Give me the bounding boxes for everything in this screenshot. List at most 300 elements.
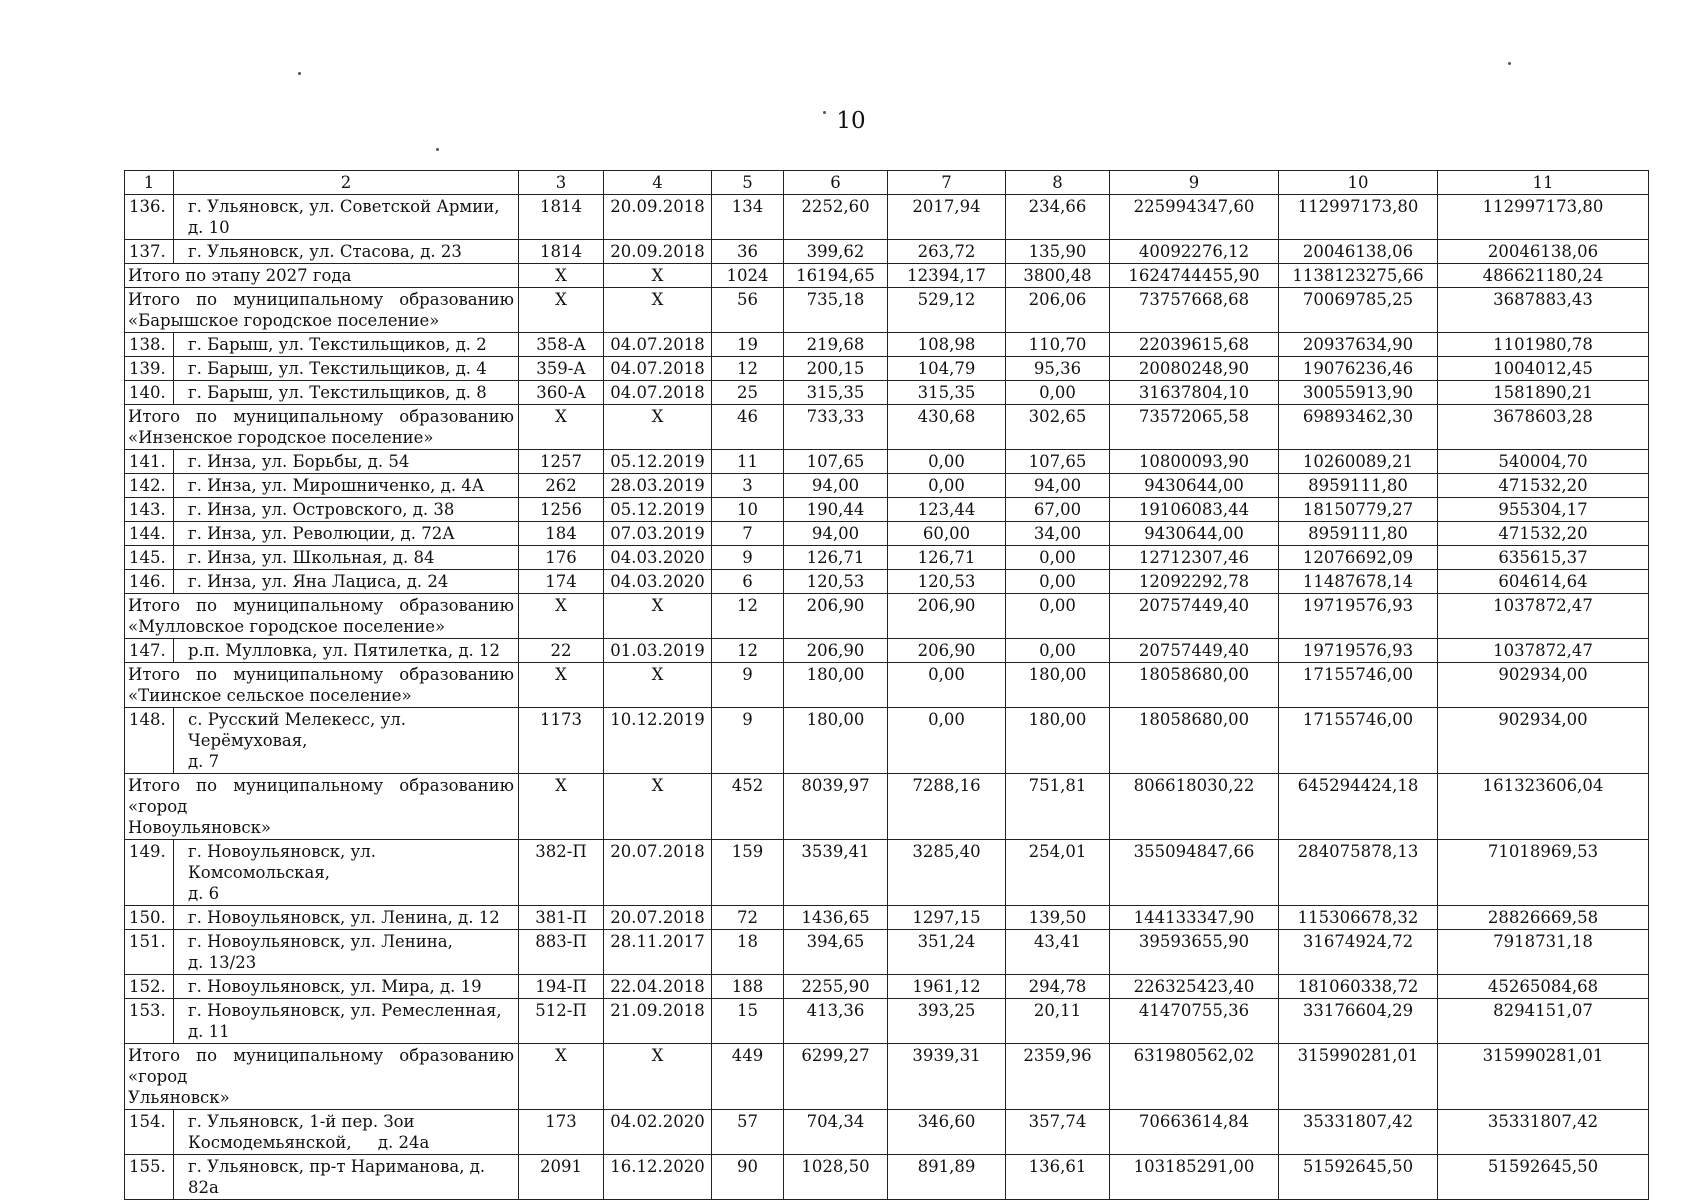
registry-number-cell: X [519, 663, 604, 708]
cost-fund-cell: 31674924,72 [1279, 930, 1438, 975]
cost-fund-cell: 112997173,80 [1279, 195, 1438, 240]
cost-fund-cell: 19719576,93 [1279, 594, 1438, 639]
cost-total-cell: 41470755,36 [1110, 999, 1279, 1044]
registry-number-cell: 1256 [519, 498, 604, 522]
cost-local-cell: 1037872,47 [1438, 639, 1649, 663]
area-private-cell: 107,65 [1006, 450, 1110, 474]
count-cell: 57 [712, 1110, 784, 1155]
address-line: г. Новоульяновск, ул. Комсомольская, [188, 842, 376, 882]
column-header-9: 9 [1110, 171, 1279, 195]
column-header-11: 11 [1438, 171, 1649, 195]
address-line: г. Инза, ул. Островского, д. 38 [188, 500, 455, 519]
address-line: г. Новоульяновск, ул. Ленина, [188, 932, 453, 951]
area-municipal-cell: 104,79 [888, 357, 1006, 381]
cost-local-cell: 471532,20 [1438, 474, 1649, 498]
address-line: г. Новоульяновск, ул. Ремесленная, [188, 1001, 502, 1020]
row-number-cell: 143. [125, 498, 174, 522]
cost-total-cell: 9430644,00 [1110, 474, 1279, 498]
subtotal-label-cell [125, 1044, 519, 1110]
column-header-10: 10 [1279, 171, 1438, 195]
area-private-cell: 95,36 [1006, 357, 1110, 381]
address-cell [174, 522, 519, 546]
table-row [125, 906, 1649, 930]
registry-number-cell: 1173 [519, 708, 604, 774]
table-row [125, 195, 1649, 240]
area-total-cell: 6299,27 [784, 1044, 888, 1110]
column-header-5: 5 [712, 171, 784, 195]
area-total-cell: 180,00 [784, 708, 888, 774]
area-municipal-cell: 126,71 [888, 546, 1006, 570]
registry-number-cell: 360-А [519, 381, 604, 405]
area-municipal-cell: 120,53 [888, 570, 1006, 594]
row-number-cell: 153. [125, 999, 174, 1044]
cost-total-cell: 631980562,02 [1110, 1044, 1279, 1110]
cost-fund-cell: 19719576,93 [1279, 639, 1438, 663]
cost-fund-cell: 8959111,80 [1279, 522, 1438, 546]
subtotal-row [125, 1044, 1649, 1110]
area-private-cell: 0,00 [1006, 594, 1110, 639]
address-line: г. Инза, ул. Школьная, д. 84 [188, 548, 435, 567]
row-number-cell: 146. [125, 570, 174, 594]
scan-speck [823, 111, 826, 114]
address-cell [174, 240, 519, 264]
registry-number-cell: X [519, 594, 604, 639]
row-number-cell: 139. [125, 357, 174, 381]
area-private-cell: 0,00 [1006, 639, 1110, 663]
registry-number-cell: X [519, 264, 604, 288]
cost-fund-cell: 17155746,00 [1279, 663, 1438, 708]
subtotal-label: Итого по муниципальному образованию [128, 290, 514, 309]
table-row [125, 240, 1649, 264]
subtotal-label-cell [125, 774, 519, 840]
area-municipal-cell: 393,25 [888, 999, 1006, 1044]
area-private-cell: 139,50 [1006, 906, 1110, 930]
table-row [125, 930, 1649, 975]
area-private-cell: 0,00 [1006, 381, 1110, 405]
row-number-cell: 144. [125, 522, 174, 546]
subtotal-row [125, 288, 1649, 333]
area-total-cell: 200,15 [784, 357, 888, 381]
cost-fund-cell: 19076236,46 [1279, 357, 1438, 381]
address-line-2: д. 13/23 [188, 953, 257, 972]
table-body [125, 195, 1649, 1200]
cost-fund-cell: 115306678,32 [1279, 906, 1438, 930]
date-cell: X [604, 405, 712, 450]
registry-number-cell: 358-А [519, 333, 604, 357]
cost-local-cell: 471532,20 [1438, 522, 1649, 546]
area-private-cell: 2359,96 [1006, 1044, 1110, 1110]
column-header-7: 7 [888, 171, 1006, 195]
registry-number-cell: 174 [519, 570, 604, 594]
cost-fund-cell: 35331807,42 [1279, 1110, 1438, 1155]
address-line: г. Инза, ул. Революции, д. 72А [188, 524, 455, 543]
address-cell [174, 450, 519, 474]
table-row [125, 570, 1649, 594]
area-municipal-cell: 206,90 [888, 639, 1006, 663]
cost-total-cell: 73572065,58 [1110, 405, 1279, 450]
cost-total-cell: 40092276,12 [1110, 240, 1279, 264]
area-municipal-cell: 123,44 [888, 498, 1006, 522]
area-total-cell: 1436,65 [784, 906, 888, 930]
cost-total-cell: 20080248,90 [1110, 357, 1279, 381]
count-cell: 19 [712, 333, 784, 357]
subtotal-label: Итого по муниципальному образованию [128, 596, 514, 615]
registry-number-cell: 359-А [519, 357, 604, 381]
cost-fund-cell: 8959111,80 [1279, 474, 1438, 498]
address-line: г. Инза, ул. Борьбы, д. 54 [188, 452, 410, 471]
area-total-cell: 107,65 [784, 450, 888, 474]
address-line-2: д. 11 [188, 1022, 230, 1041]
subtotal-label-2: «Тиинское сельское поселение» [128, 686, 412, 705]
count-cell: 134 [712, 195, 784, 240]
subtotal-label: Итого по муниципальному образованию «город [128, 1046, 514, 1086]
cost-fund-cell: 11487678,14 [1279, 570, 1438, 594]
address-line: с. Русский Мелекесс, ул. Черёмуховая, [188, 710, 406, 750]
cost-local-cell: 28826669,58 [1438, 906, 1649, 930]
date-cell: 21.09.2018 [604, 999, 712, 1044]
area-total-cell: 16194,65 [784, 264, 888, 288]
registry-number-cell: 262 [519, 474, 604, 498]
cost-fund-cell: 20046138,06 [1279, 240, 1438, 264]
date-cell: X [604, 288, 712, 333]
cost-fund-cell: 10260089,21 [1279, 450, 1438, 474]
count-cell: 56 [712, 288, 784, 333]
cost-local-cell: 955304,17 [1438, 498, 1649, 522]
cost-total-cell: 144133347,90 [1110, 906, 1279, 930]
subtotal-label-cell [125, 663, 519, 708]
address-line: г. Новоульяновск, ул. Мира, д. 19 [188, 977, 482, 996]
cost-fund-cell: 18150779,27 [1279, 498, 1438, 522]
table-row [125, 450, 1649, 474]
cost-total-cell: 39593655,90 [1110, 930, 1279, 975]
subtotal-label-2: «Барышское городское поселение» [128, 311, 440, 330]
area-private-cell: 43,41 [1006, 930, 1110, 975]
cost-total-cell: 9430644,00 [1110, 522, 1279, 546]
date-cell: 04.03.2020 [604, 570, 712, 594]
page-number: 10 [836, 108, 866, 134]
column-header-4: 4 [604, 171, 712, 195]
registry-number-cell: 176 [519, 546, 604, 570]
registry-number-cell: 184 [519, 522, 604, 546]
cost-total-cell: 73757668,68 [1110, 288, 1279, 333]
cost-total-cell: 226325423,40 [1110, 975, 1279, 999]
area-private-cell: 0,00 [1006, 546, 1110, 570]
subtotal-label-cell [125, 405, 519, 450]
date-cell: 20.07.2018 [604, 840, 712, 906]
count-cell: 1024 [712, 264, 784, 288]
registry-number-cell: 1814 [519, 195, 604, 240]
address-cell [174, 708, 519, 774]
count-cell: 10 [712, 498, 784, 522]
address-cell [174, 975, 519, 999]
area-private-cell: 206,06 [1006, 288, 1110, 333]
cost-local-cell: 902934,00 [1438, 708, 1649, 774]
date-cell: 28.11.2017 [604, 930, 712, 975]
registry-number-cell: 2091 [519, 1155, 604, 1200]
subtotal-row [125, 663, 1649, 708]
cost-local-cell: 71018969,53 [1438, 840, 1649, 906]
area-private-cell: 20,11 [1006, 999, 1110, 1044]
cost-local-cell: 1101980,78 [1438, 333, 1649, 357]
address-line: г. Ульяновск, ул. Советской Армии, [188, 197, 500, 216]
row-number-cell: 155. [125, 1155, 174, 1200]
address-cell [174, 930, 519, 975]
address-cell [174, 639, 519, 663]
row-number-cell: 145. [125, 546, 174, 570]
registry-number-cell: 382-П [519, 840, 604, 906]
cost-total-cell: 18058680,00 [1110, 708, 1279, 774]
area-total-cell: 126,71 [784, 546, 888, 570]
header-row [125, 171, 1649, 195]
area-total-cell: 206,90 [784, 639, 888, 663]
address-cell [174, 570, 519, 594]
cost-local-cell: 604614,64 [1438, 570, 1649, 594]
row-number-cell: 136. [125, 195, 174, 240]
area-municipal-cell: 206,90 [888, 594, 1006, 639]
count-cell: 6 [712, 570, 784, 594]
area-municipal-cell: 315,35 [888, 381, 1006, 405]
cost-local-cell: 486621180,24 [1438, 264, 1649, 288]
registry-number-cell: 512-П [519, 999, 604, 1044]
cost-fund-cell: 33176604,29 [1279, 999, 1438, 1044]
area-total-cell: 399,62 [784, 240, 888, 264]
area-municipal-cell: 3285,40 [888, 840, 1006, 906]
registry-number-cell: 883-П [519, 930, 604, 975]
area-municipal-cell: 3939,31 [888, 1044, 1006, 1110]
area-municipal-cell: 60,00 [888, 522, 1006, 546]
row-number-cell: 142. [125, 474, 174, 498]
table-row [125, 1110, 1649, 1155]
scan-speck [298, 72, 301, 75]
count-cell: 9 [712, 708, 784, 774]
area-private-cell: 136,61 [1006, 1155, 1110, 1200]
area-municipal-cell: 2017,94 [888, 195, 1006, 240]
count-cell: 46 [712, 405, 784, 450]
cost-total-cell: 31637804,10 [1110, 381, 1279, 405]
row-number-cell: 151. [125, 930, 174, 975]
area-total-cell: 94,00 [784, 474, 888, 498]
subtotal-row [125, 774, 1649, 840]
scan-speck [1508, 62, 1511, 65]
cost-fund-cell: 12076692,09 [1279, 546, 1438, 570]
registry-number-cell: 381-П [519, 906, 604, 930]
row-number-cell: 148. [125, 708, 174, 774]
address-cell [174, 1110, 519, 1155]
subtotal-label-cell [125, 288, 519, 333]
table-row [125, 708, 1649, 774]
cost-total-cell: 70663614,84 [1110, 1110, 1279, 1155]
area-total-cell: 206,90 [784, 594, 888, 639]
count-cell: 90 [712, 1155, 784, 1200]
cost-local-cell: 902934,00 [1438, 663, 1649, 708]
count-cell: 18 [712, 930, 784, 975]
cost-total-cell: 19106083,44 [1110, 498, 1279, 522]
cost-fund-cell: 70069785,25 [1279, 288, 1438, 333]
table-row [125, 474, 1649, 498]
scan-speck [436, 148, 439, 151]
area-municipal-cell: 0,00 [888, 708, 1006, 774]
cost-local-cell: 315990281,01 [1438, 1044, 1649, 1110]
date-cell: X [604, 663, 712, 708]
area-total-cell: 180,00 [784, 663, 888, 708]
area-total-cell: 2255,90 [784, 975, 888, 999]
count-cell: 12 [712, 357, 784, 381]
date-cell: 04.07.2018 [604, 381, 712, 405]
date-cell: 04.07.2018 [604, 357, 712, 381]
date-cell: 20.09.2018 [604, 240, 712, 264]
area-private-cell: 110,70 [1006, 333, 1110, 357]
table-row [125, 975, 1649, 999]
count-cell: 9 [712, 663, 784, 708]
cost-total-cell: 20757449,40 [1110, 594, 1279, 639]
cost-local-cell: 161323606,04 [1438, 774, 1649, 840]
date-cell: 20.09.2018 [604, 195, 712, 240]
row-number-cell: 141. [125, 450, 174, 474]
address-line: г. Ульяновск, пр-т Нариманова, д. 82а [188, 1157, 486, 1197]
address-line: г. Новоульяновск, ул. Ленина, д. 12 [188, 908, 500, 927]
subtotal-row [125, 594, 1649, 639]
date-cell: 04.07.2018 [604, 333, 712, 357]
cost-local-cell: 1037872,47 [1438, 594, 1649, 639]
cost-local-cell: 3678603,28 [1438, 405, 1649, 450]
table-row [125, 1155, 1649, 1200]
area-total-cell: 1028,50 [784, 1155, 888, 1200]
area-total-cell: 219,68 [784, 333, 888, 357]
count-cell: 15 [712, 999, 784, 1044]
address-cell [174, 1155, 519, 1200]
address-cell [174, 195, 519, 240]
registry-number-cell: 194-П [519, 975, 604, 999]
cost-total-cell: 1624744455,90 [1110, 264, 1279, 288]
cost-local-cell: 1004012,45 [1438, 357, 1649, 381]
cost-local-cell: 3687883,43 [1438, 288, 1649, 333]
area-municipal-cell: 351,24 [888, 930, 1006, 975]
cost-fund-cell: 1138123275,66 [1279, 264, 1438, 288]
cost-fund-cell: 20937634,90 [1279, 333, 1438, 357]
date-cell: 22.04.2018 [604, 975, 712, 999]
subtotal-label-cell [125, 264, 519, 288]
table-row [125, 498, 1649, 522]
table-row [125, 522, 1649, 546]
date-cell: X [604, 774, 712, 840]
cost-total-cell: 225994347,60 [1110, 195, 1279, 240]
area-total-cell: 94,00 [784, 522, 888, 546]
table-row [125, 333, 1649, 357]
area-private-cell: 357,74 [1006, 1110, 1110, 1155]
area-municipal-cell: 0,00 [888, 474, 1006, 498]
subtotal-label-cell [125, 594, 519, 639]
area-municipal-cell: 263,72 [888, 240, 1006, 264]
row-number-cell: 137. [125, 240, 174, 264]
area-private-cell: 67,00 [1006, 498, 1110, 522]
subtotal-label: Итого по муниципальному образованию [128, 665, 514, 684]
cost-total-cell: 355094847,66 [1110, 840, 1279, 906]
area-total-cell: 704,34 [784, 1110, 888, 1155]
column-header-6: 6 [784, 171, 888, 195]
address-cell [174, 498, 519, 522]
subtotal-label-2: «Инзенское городское поселение» [128, 428, 434, 447]
address-cell [174, 906, 519, 930]
date-cell: 28.03.2019 [604, 474, 712, 498]
address-cell [174, 999, 519, 1044]
area-private-cell: 294,78 [1006, 975, 1110, 999]
address-line: г. Инза, ул. Мирошниченко, д. 4А [188, 476, 485, 495]
address-line: г. Барыш, ул. Текстильщиков, д. 8 [188, 383, 487, 402]
count-cell: 36 [712, 240, 784, 264]
address-line-2: д. 10 [188, 218, 230, 237]
cost-local-cell: 51592645,50 [1438, 1155, 1649, 1200]
address-line: р.п. Мулловка, ул. Пятилетка, д. 12 [188, 641, 500, 660]
area-private-cell: 3800,48 [1006, 264, 1110, 288]
address-line-2: д. 7 [188, 752, 220, 771]
area-total-cell: 315,35 [784, 381, 888, 405]
count-cell: 11 [712, 450, 784, 474]
date-cell: 01.03.2019 [604, 639, 712, 663]
date-cell: X [604, 594, 712, 639]
row-number-cell: 149. [125, 840, 174, 906]
cost-local-cell: 8294151,07 [1438, 999, 1649, 1044]
area-total-cell: 735,18 [784, 288, 888, 333]
count-cell: 188 [712, 975, 784, 999]
date-cell: X [604, 1044, 712, 1110]
cost-local-cell: 35331807,42 [1438, 1110, 1649, 1155]
area-municipal-cell: 12394,17 [888, 264, 1006, 288]
cost-local-cell: 45265084,68 [1438, 975, 1649, 999]
housing-program-table [124, 170, 1649, 1200]
registry-number-cell: X [519, 1044, 604, 1110]
count-cell: 7 [712, 522, 784, 546]
area-total-cell: 8039,97 [784, 774, 888, 840]
cost-total-cell: 10800093,90 [1110, 450, 1279, 474]
column-header-8: 8 [1006, 171, 1110, 195]
subtotal-label: Итого по муниципальному образованию [128, 407, 514, 426]
count-cell: 3 [712, 474, 784, 498]
area-total-cell: 2252,60 [784, 195, 888, 240]
subtotal-label-2: «Мулловское городское поселение» [128, 617, 446, 636]
cost-total-cell: 20757449,40 [1110, 639, 1279, 663]
area-total-cell: 120,53 [784, 570, 888, 594]
registry-number-cell: 1257 [519, 450, 604, 474]
area-private-cell: 180,00 [1006, 708, 1110, 774]
count-cell: 12 [712, 639, 784, 663]
area-total-cell: 413,36 [784, 999, 888, 1044]
cost-local-cell: 7918731,18 [1438, 930, 1649, 975]
area-private-cell: 180,00 [1006, 663, 1110, 708]
count-cell: 25 [712, 381, 784, 405]
cost-local-cell: 1581890,21 [1438, 381, 1649, 405]
count-cell: 9 [712, 546, 784, 570]
subtotal-label: Итого по этапу 2027 года [128, 266, 352, 285]
area-municipal-cell: 346,60 [888, 1110, 1006, 1155]
column-header-1: 1 [125, 171, 174, 195]
registry-number-cell: X [519, 774, 604, 840]
cost-fund-cell: 51592645,50 [1279, 1155, 1438, 1200]
cost-fund-cell: 315990281,01 [1279, 1044, 1438, 1110]
table-row [125, 546, 1649, 570]
area-private-cell: 254,01 [1006, 840, 1110, 906]
row-number-cell: 140. [125, 381, 174, 405]
cost-local-cell: 635615,37 [1438, 546, 1649, 570]
cost-fund-cell: 17155746,00 [1279, 708, 1438, 774]
area-municipal-cell: 7288,16 [888, 774, 1006, 840]
area-total-cell: 733,33 [784, 405, 888, 450]
address-line: г. Ульяновск, ул. Стасова, д. 23 [188, 242, 462, 261]
date-cell: 05.12.2019 [604, 498, 712, 522]
area-total-cell: 190,44 [784, 498, 888, 522]
address-cell [174, 381, 519, 405]
address-line-2: Космодемьянской, д. 24а [188, 1133, 430, 1152]
row-number-cell: 154. [125, 1110, 174, 1155]
